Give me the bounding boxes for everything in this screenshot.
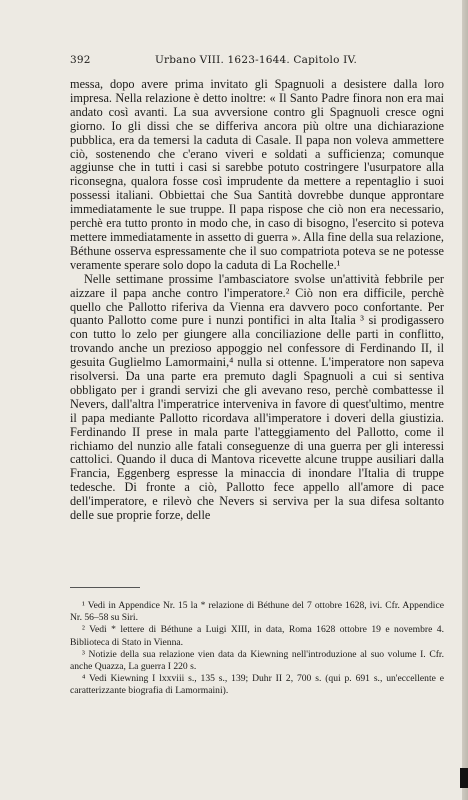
page-edge	[462, 0, 468, 800]
main-text	[70, 78, 444, 523]
running-title: Urbano VIII. 1623-1644. Capitolo IV.	[154, 54, 357, 66]
footnote: ¹ Vedi in Appendice Nr. 15 la * relazione di Béthune del 7 ottobre 1628, ivi. Cfr. Appendice Nr. 56–58 su Siri.	[70, 600, 444, 624]
footnote: ⁴ Vedi Kiewning I lxxviii s., 135 s., 139; Duhr II 2, 700 s. (qui p. 691 s., un'eccellente e caratterizzante biografia di Lamormaini).	[70, 673, 444, 697]
paragraph: messa, dopo avere prima invitato gli Spagnuoli a desistere dalla loro impresa. Nella relazione è detto inoltre: « Il Santo Padre finora non era mai andato così avanti. La sua avversione contro gli Spagnuoli cresce ogni giorno. Io gli dissi che se differiva ancora più oltre una dichiarazione pubblica, era da temersi la caduta di Casale. Il papa non voleva ammettere ciò, sostenendo che c'erano viveri e soldati a sufficienza; comunque aggiunse che in tutti i casi si sarebbe potuto costringere l'usurpatore alla riconsegna, qualora fosse così imprudente da mettere a repentaglio i suoi possessi italiani. Obbiettai che Sua Santità dovrebbe dunque approntare immediatamente le sue truppe. Il papa rispose che ciò non era necessario, perchè era tutto pronto in modo che, in caso di bisogno, l'esercito si poteva mettere immediatamente in assetto di guerra ». Alla fine della sua relazione, Béthune osserva espressamente che il suo compatriota poteva se ne potesse veramente sperare solo dopo la caduta di La Rochelle.¹	[70, 77, 444, 272]
footnote-divider	[70, 587, 140, 588]
scan-edge-mark	[460, 768, 468, 788]
paragraph: Nelle settimane prossime l'ambasciatore svolse un'attività febbrile per aizzare il papa anche contro l'imperatore.² Ciò non era difficile, perchè quello che Pallotto riferiva da Vienna era davvero poco confortante. Per quanto Pallotto come pure i nunzi pontifici in alta Italia ³ si prodigassero con tutto lo zelo per giungere alla conciliazione delle parti in conflitto, trovando anche un prezioso appoggio nel confessore di Ferdinando II, il gesuita Guglielmo Lamormaini,⁴ nulla si ottenne. L'imperatore non sapeva risolversi. Da una parte era premuto dagli Spagnuoli a cui si sentiva obbligato per i grandi servizi che gli avevano reso, perchè combattesse il Nevers, dall'altra l'imperatrice interveniva in favore di quest'ultimo, mentre il papa mediante Pallotto ricordava all'imperatore i doveri della giustizia. Ferdinando II prese in mala parte l'atteggiamento del Pallotto, come il richiamo del nunzio alle fatali conseguenze di una guerra per gli interessi cattolici. Quando il duca di Mantova ricevette alcune truppe ausiliari dalla Francia, Eggenberg espresse la minaccia di inondare l'Italia di truppe tedesche. Di fronte a ciò, Pallotto fece appello all'amore di pace dell'imperatore, e rilevò che Nevers si serviva per la sua difesa soltanto delle sue proprie forze, delle	[70, 271, 444, 523]
footnote: ² Vedi * lettere di Béthune a Luigi XIII, in data, Roma 1628 ottobre 19 e novembre 4. Biblioteca di Stato in Vienna.	[70, 624, 444, 648]
page-number: 392	[70, 54, 91, 66]
footnotes	[70, 600, 444, 698]
footnote: ³ Notizie della sua relazione vien data da Kiewning nell'introduzione al suo volume I. Cfr. anche Quazza, La guerra I 220 s.	[70, 648, 444, 673]
